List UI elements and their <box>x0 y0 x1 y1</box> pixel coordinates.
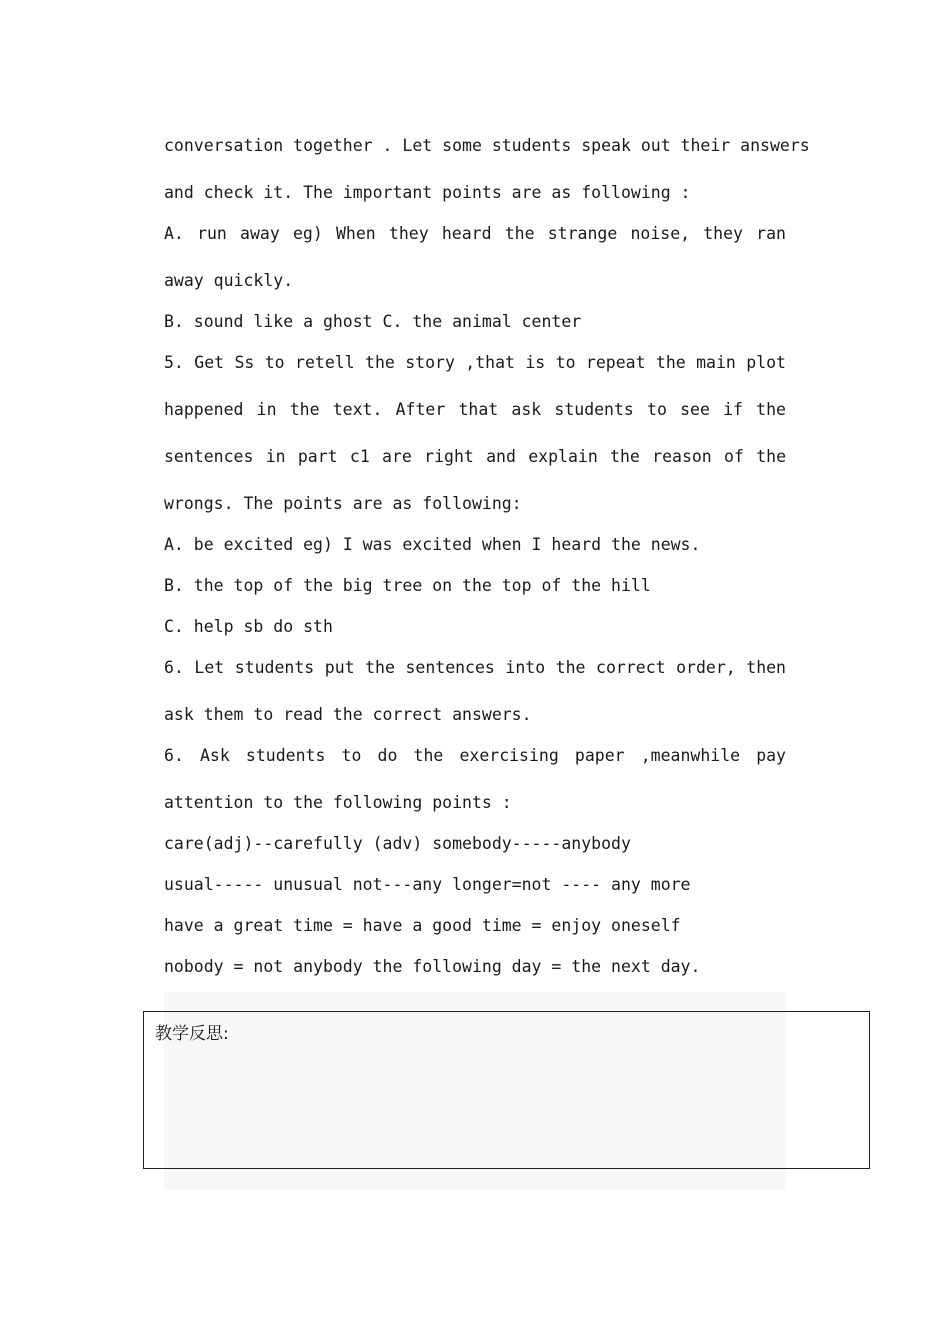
text-line: 5. Get Ss to retell the story ,that is to repeat the main plot <box>164 353 786 372</box>
reflection-label: 教学反思: <box>155 1024 229 1044</box>
text-line: and check it. The important points are as following : <box>164 183 691 202</box>
text-line: ask them to read the correct answers. <box>164 705 532 724</box>
text-line: C. help sb do sth <box>164 617 333 636</box>
text-line: B. sound like a ghost C. the animal center <box>164 312 582 331</box>
text-line: 6. Ask students to do the exercising paper ,meanwhile pay <box>164 746 786 765</box>
text-line: usual----- unusual not---any longer=not ---- any more <box>164 875 691 894</box>
text-line: happened in the text. After that ask students to see if the <box>164 400 786 419</box>
text-line: A. be excited eg) I was excited when I heard the news. <box>164 535 701 554</box>
text-line: conversation together . Let some students speak out their answers <box>164 136 810 155</box>
text-line: nobody = not anybody the following day = the next day. <box>164 957 701 976</box>
text-line: attention to the following points : <box>164 793 512 812</box>
text-line: care(adj)--carefully (adv) somebody-----anybody <box>164 834 631 853</box>
text-line: away quickly. <box>164 271 294 290</box>
text-line: B. the top of the big tree on the top of the hill <box>164 576 651 595</box>
text-line: have a great time = have a good time = enjoy oneself <box>164 916 681 935</box>
text-line: wrongs. The points are as following: <box>164 494 522 513</box>
text-line: A. run away eg) When they heard the strange noise, they ran <box>164 224 786 243</box>
reflection-box <box>143 1011 870 1169</box>
text-line: 6. Let students put the sentences into the correct order, then <box>164 658 786 677</box>
text-line: sentences in part c1 are right and explain the reason of the <box>164 447 786 466</box>
